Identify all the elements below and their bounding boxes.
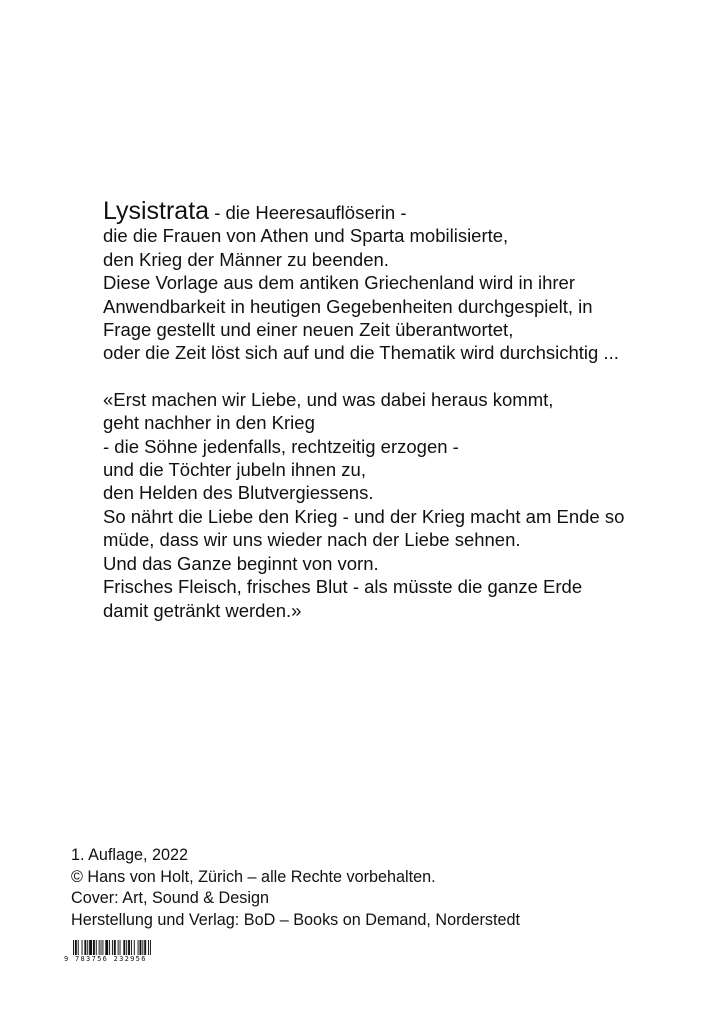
blurb-line: Diese Vorlage aus dem antiken Griechenland wird in ihrer [103,272,576,294]
imprint-block [71,845,520,931]
quote-line: und die Töchter jubeln ihnen zu, [103,459,366,481]
blurb-line: oder die Zeit löst sich auf und die Thematik wird durchsichtig ... [103,342,619,364]
title-word: Lysistrata [103,197,210,225]
back-cover-blurb [103,197,663,622]
quote-line: Und das Ganze beginnt von vorn. [103,552,379,574]
blurb-line: Frage gestellt und einer neuen Zeit überantwortet, [103,319,514,341]
quote-line: geht nachher in den Krieg [103,412,315,434]
barcode-digits: 9 783756 232956 [64,955,147,963]
edition-text: 1. Auflage, 2022 [71,846,189,864]
paragraph-gap [103,365,663,388]
blurb-title-line [103,197,663,225]
quote-line: «Erst machen wir Liebe, und was dabei heraus kommt, [103,388,554,410]
barcode-bars [63,940,167,955]
quote-line: damit getränkt werden.» [103,599,302,621]
cover-credit-text: Cover: Art, Sound & Design [71,889,269,908]
quote-line: - die Söhne jedenfalls, rechtzeitig erzogen - [103,435,459,457]
copyright-text: © Hans von Holt, Zürich – alle Rechte vorbehalten. [71,867,436,886]
quote-line: Frisches Fleisch, frisches Blut - als müsste die ganze Erde [103,576,583,598]
quote-line: So nährt die Liebe den Krieg - und der Krieg macht am Ende so [103,505,625,527]
publisher-text: Herstellung und Verlag: BoD – Books on Demand, Norderstedt [71,910,521,929]
blurb-line: die die Frauen von Athen und Sparta mobilisierte, [103,225,509,247]
title-subtitle: - die Heeresauflöserin - [209,202,407,223]
blurb-line: den Krieg der Männer zu beenden. [103,248,389,270]
quote-line: müde, dass wir uns wieder nach der Liebe sehnen. [103,529,521,551]
blurb-line: Anwendbarkeit in heutigen Gegebenheiten durchgespielt, in [103,295,593,317]
quote-line: den Helden des Blutvergiessens. [103,482,374,504]
